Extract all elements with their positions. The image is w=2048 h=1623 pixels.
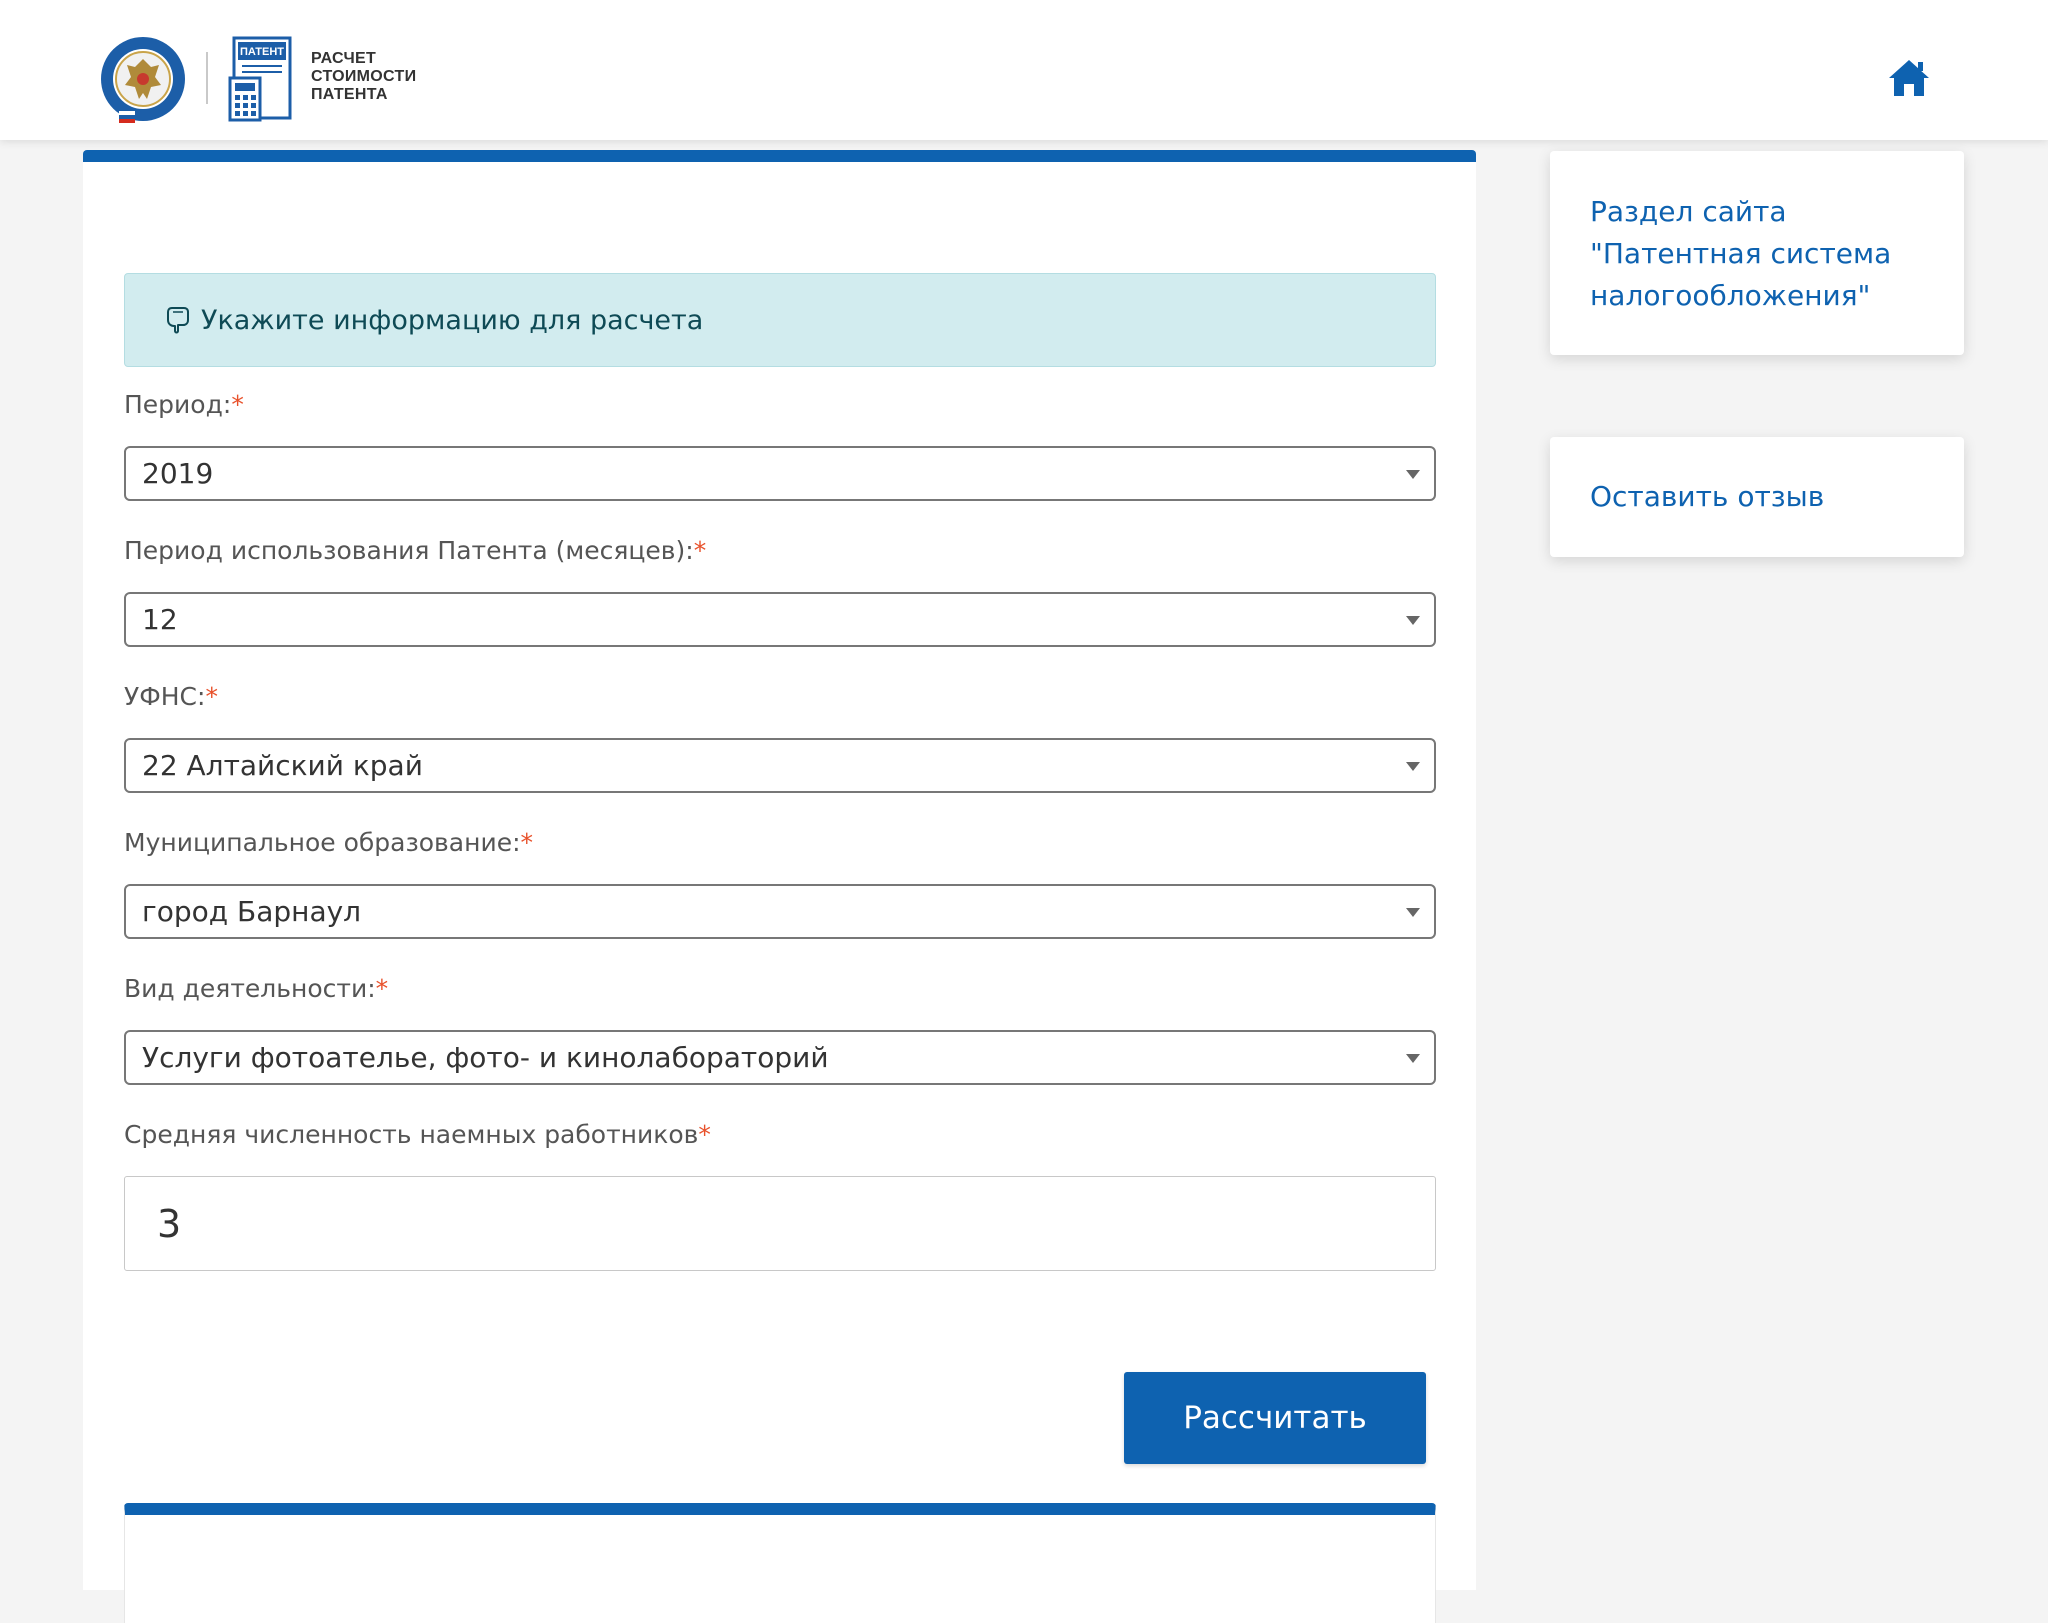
results-card — [124, 1503, 1436, 1623]
home-icon[interactable] — [1888, 58, 1930, 98]
municipality-select-value: город Барнаул — [142, 895, 362, 928]
period-select-value: 2019 — [142, 457, 214, 490]
employees-label-text: Средняя численность наемных работников — [124, 1120, 699, 1149]
calculation-form-card — [83, 150, 1476, 1590]
site-header — [0, 0, 2048, 140]
required-mark: * — [375, 974, 389, 1003]
patent-system-section-link[interactable] — [1590, 191, 1924, 317]
municipality-label — [124, 828, 533, 857]
ufns-select[interactable] — [124, 738, 1436, 793]
feedback-card — [1550, 437, 1964, 557]
logo-line-1: РАСЧЕТ — [311, 50, 377, 67]
activity-select[interactable] — [124, 1030, 1436, 1085]
section-link-line-2: "Патентная система — [1590, 237, 1892, 270]
logo-line-2: СТОИМОСТИ — [311, 68, 417, 85]
ufns-label-text: УФНС: — [124, 682, 206, 711]
usage-months-select-value: 12 — [142, 603, 178, 636]
required-mark: * — [205, 682, 218, 711]
patent-calculator-icon[interactable] — [228, 36, 296, 122]
usage-months-select[interactable] — [124, 592, 1436, 647]
logo-line-3: ПАТЕНТА — [311, 86, 388, 103]
municipality-label-text: Муниципальное образование: — [124, 828, 521, 857]
patent-badge-text: ПАТЕНТ — [239, 46, 285, 58]
period-label-text: Период: — [124, 390, 232, 419]
chevron-down-icon — [1406, 762, 1420, 771]
site-logo-text[interactable] — [311, 50, 416, 104]
chevron-down-icon — [1406, 1054, 1420, 1063]
employees-count-value: 3 — [157, 1201, 182, 1246]
usage-period-label — [124, 536, 706, 565]
section-link-line-1: Раздел сайта — [1590, 195, 1787, 228]
ufns-select-value: 22 Алтайский край — [142, 749, 423, 782]
logo-divider — [206, 52, 208, 104]
calculate-button[interactable]: Рассчитать — [1124, 1372, 1426, 1464]
required-mark: * — [231, 390, 244, 419]
fns-emblem-logo[interactable] — [99, 35, 187, 123]
chevron-down-icon — [1406, 470, 1420, 479]
employees-label — [124, 1120, 711, 1149]
section-link-line-3: налогообложения" — [1590, 279, 1871, 312]
patent-system-section-card — [1550, 151, 1964, 355]
period-label — [124, 390, 244, 419]
leave-feedback-link[interactable]: Оставить отзыв — [1590, 480, 1825, 513]
activity-select-value: Услуги фотоателье, фото- и кинолабораторий — [142, 1041, 829, 1074]
info-alert — [124, 273, 1436, 367]
ufns-label — [124, 682, 218, 711]
required-mark: * — [698, 1120, 711, 1149]
municipality-select[interactable] — [124, 884, 1436, 939]
employees-count-input[interactable] — [124, 1176, 1436, 1271]
usage-period-label-text: Период использования Патента (месяцев): — [124, 536, 694, 565]
activity-label-text: Вид деятельности: — [124, 974, 376, 1003]
required-mark: * — [520, 828, 534, 857]
chevron-down-icon — [1406, 908, 1420, 917]
hand-point-down-icon — [165, 306, 191, 334]
info-alert-text: Укажите информацию для расчета — [201, 304, 704, 336]
period-select[interactable] — [124, 446, 1436, 501]
chevron-down-icon — [1406, 616, 1420, 625]
required-mark: * — [693, 536, 707, 565]
activity-label — [124, 974, 388, 1003]
